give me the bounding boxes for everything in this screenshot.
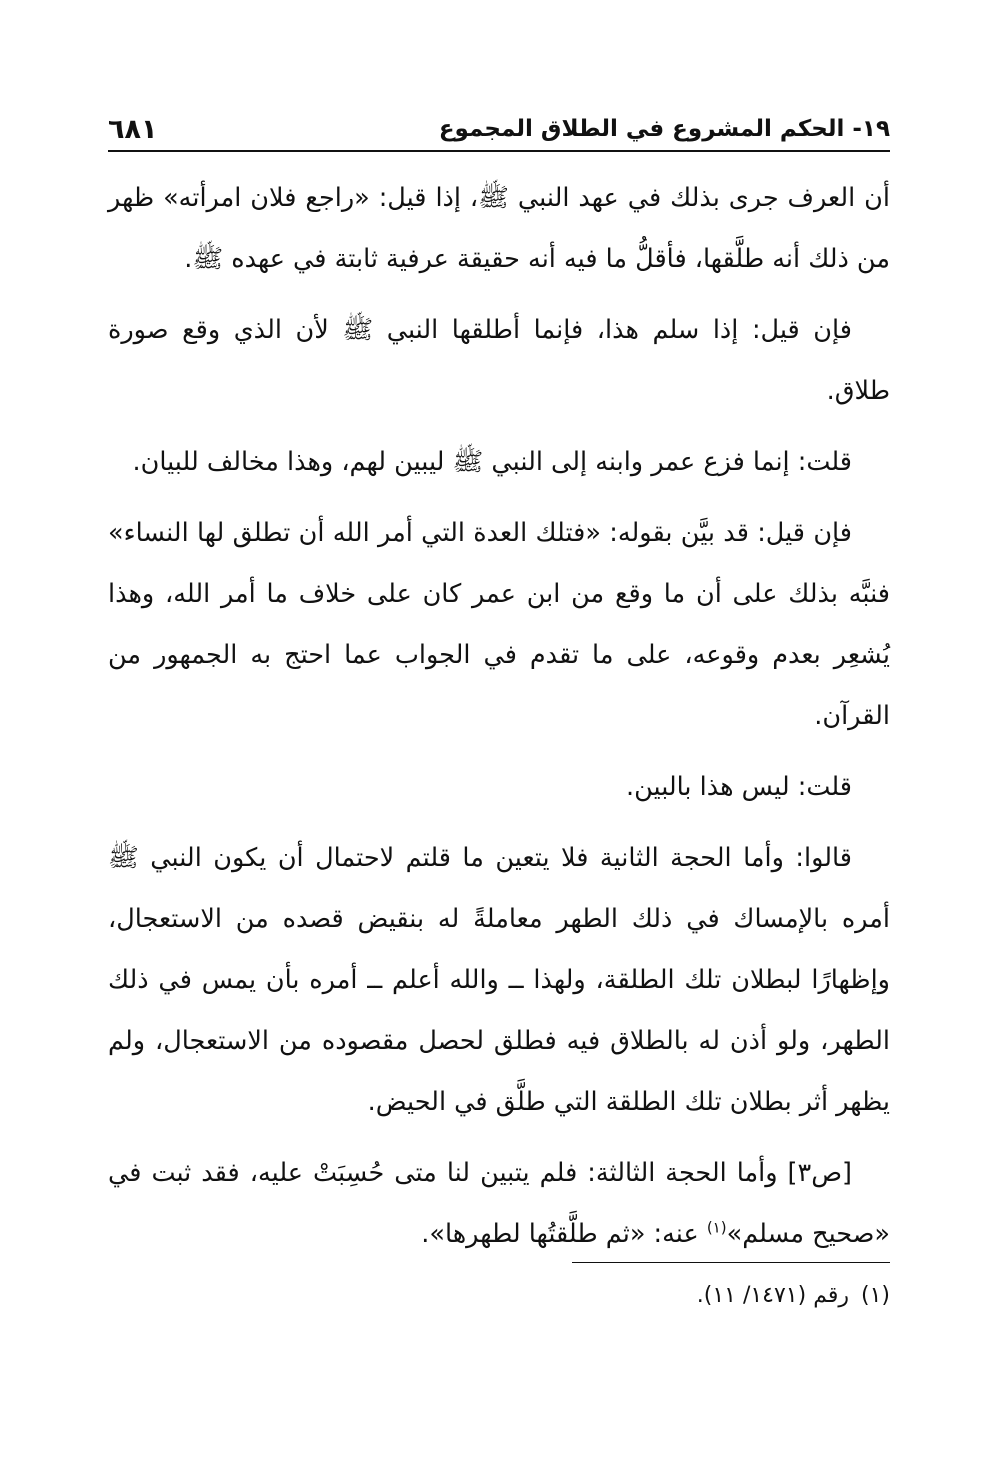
paragraph: قلت: إنما فزع عمر وابنه إلى النبي ﷺ ليبين لهم، وهذا مخالف للبيان. (132, 447, 852, 477)
footnote-number: (١) (860, 1283, 890, 1308)
main-text (108, 168, 890, 1275)
page-number: ٦٨١ (108, 114, 158, 145)
paragraph-with-footnote-ref (108, 1143, 890, 1265)
running-title: ١٩- الحكم المشروع في الطلاق المجموع (438, 116, 890, 142)
page-header (108, 112, 890, 152)
footnote (108, 1276, 890, 1316)
paragraph: قالوا: وأما الحجة الثانية فلا يتعين ما قلتم لاحتمال أن يكون النبي ﷺ أمره بالإمساك في ذلك الطهر معاملةً له بنقيض قصده من الاستعجال، وإظهارًا لبطلان تلك الطلقة، ولهذا ــ والله أعلم ــ أمره بأن يمس في ذلك الطهر، ولو أذن له بالطلاق فيه فطلق لحصل مقصوده من الاستعجال، ولم يظهر أثر بطلان تلك الطلقة التي طلَّق في الحيض. (108, 843, 890, 1117)
paragraph: أن العرف جرى بذلك في عهد النبي ﷺ، إذا قيل: «راجع فلان امرأته» ظهر من ذلك أنه طلَّقها، فأقلُّ ما فيه أنه حقيقة عرفية ثابتة في عهده ﷺ. (108, 183, 890, 274)
paragraph: فإن قيل: إذا سلم هذا، فإنما أطلقها النبي ﷺ لأن الذي وقع صورة طلاق. (108, 315, 890, 406)
paragraph: قلت: ليس هذا بالبين. (625, 772, 852, 802)
paragraph: فإن قيل: قد بيَّن بقوله: «فتلك العدة التي أمر الله أن تطلق لها النساء» فنبَّه بذلك على أن ما وقع من ابن عمر كان على خلاف ما أمر الله، وهذا يُشعِر بعدم وقوعه، على ما تقدم في الجواب عما احتج به الجمهور من القرآن. (108, 518, 890, 731)
paragraph-text: عنه: «ثم طلَّقتُها لطهرها». (421, 1219, 707, 1249)
footnote-text: رقم (١٤٧١/ ١١). (696, 1283, 849, 1308)
footnote-separator (572, 1262, 890, 1263)
footnote-reference[interactable]: (١) (706, 1218, 727, 1237)
header-rule (108, 150, 890, 152)
paragraph-text: [ص٣] وأما الحجة الثالثة: فلم يتبين لنا متى حُسِبَتْ عليه، فقد ثبت في «صحيح مسلم» (108, 1158, 890, 1249)
